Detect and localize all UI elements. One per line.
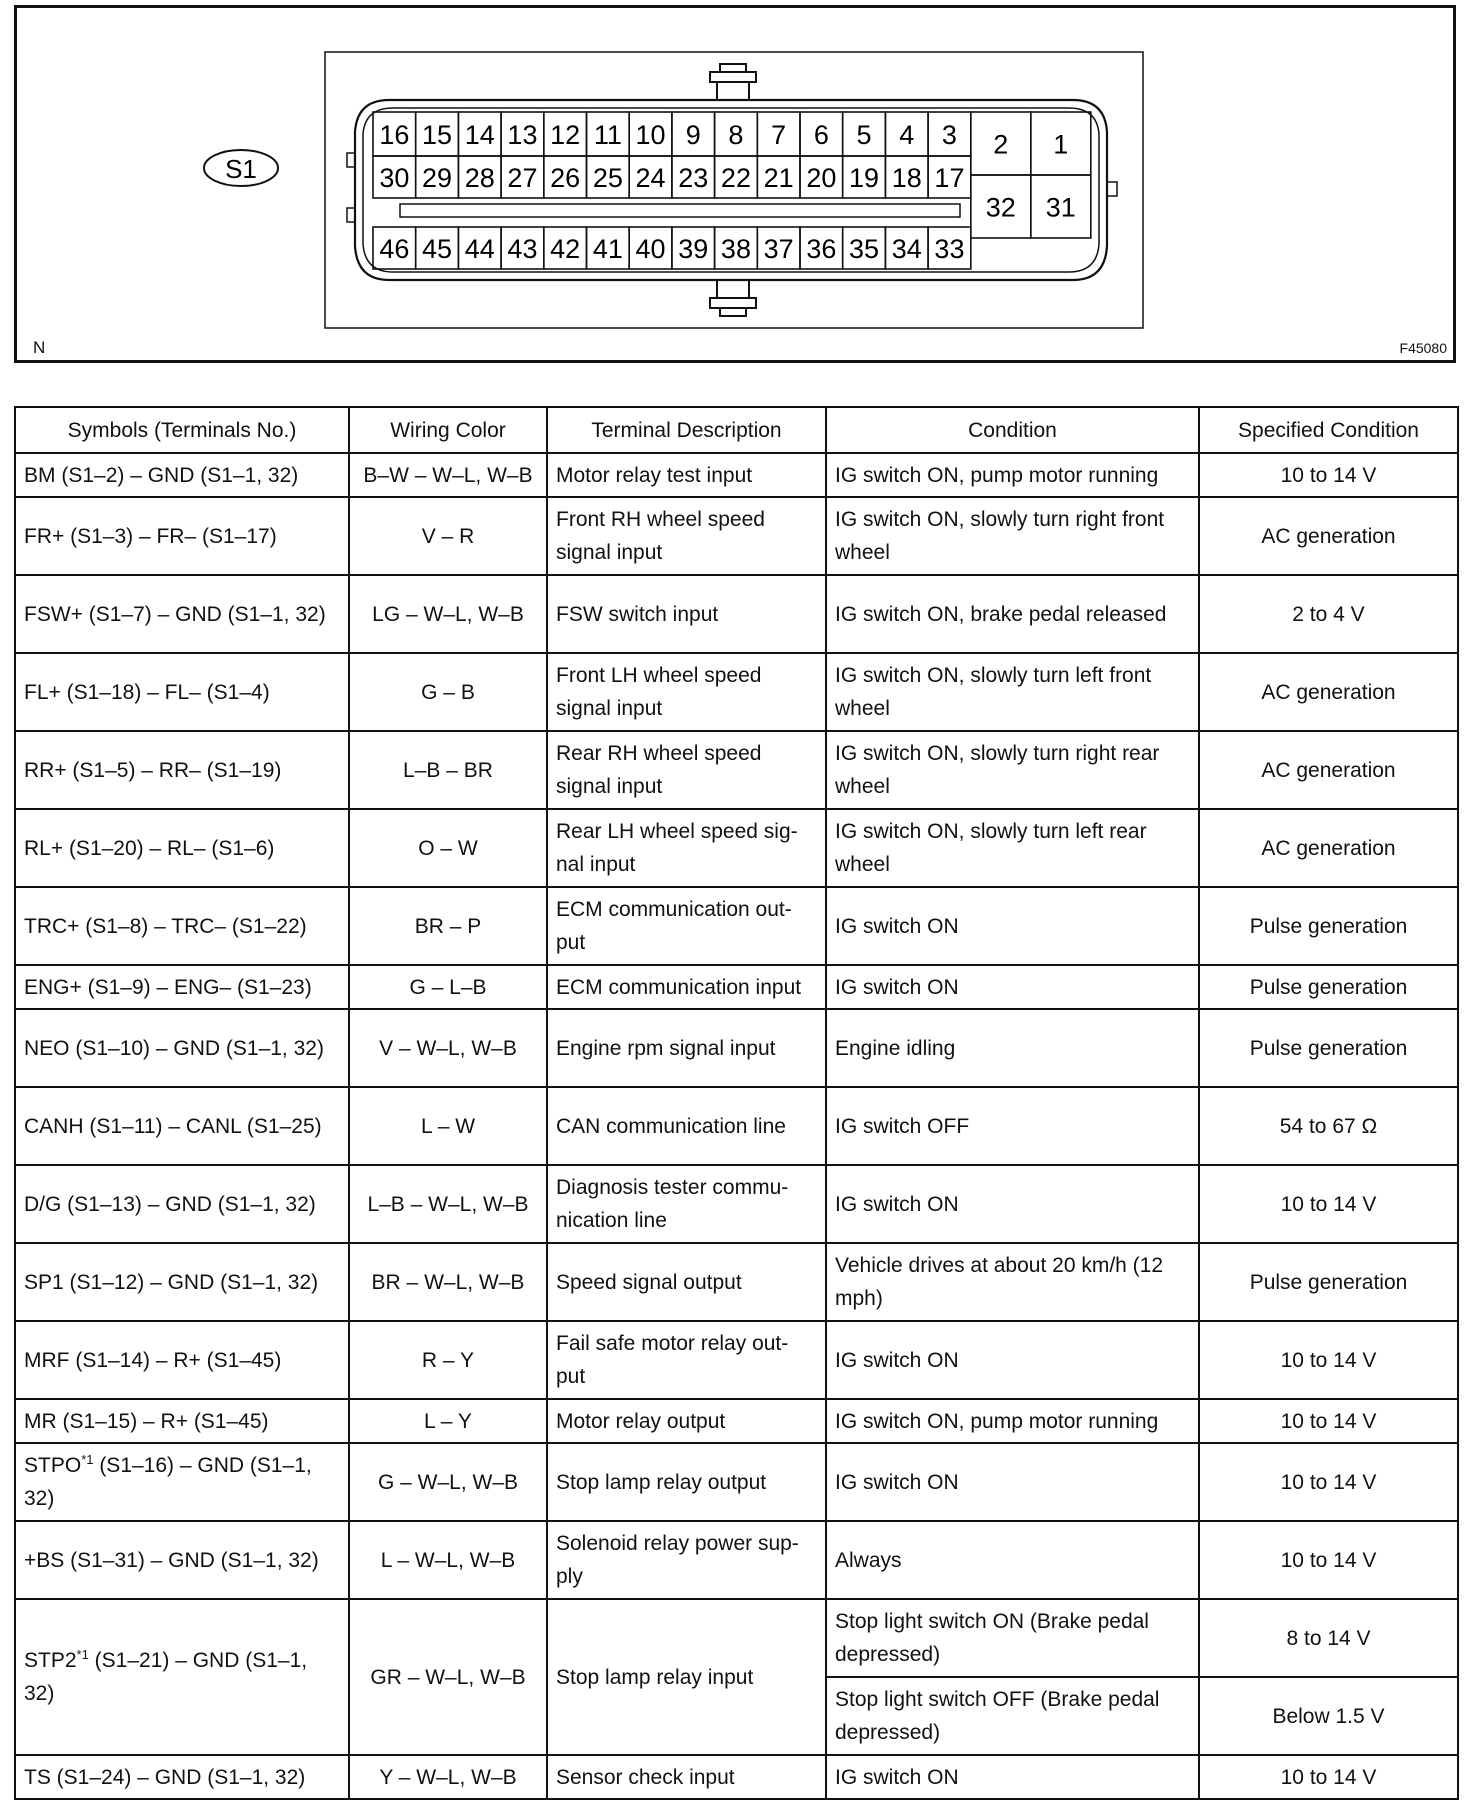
pin-number: 43	[507, 234, 538, 264]
description-cell: Fail safe motor relay out- put	[547, 1321, 826, 1399]
pin-number: 23	[678, 163, 709, 193]
description-cell: Diagnosis tester commu- nication line	[547, 1165, 826, 1243]
connector-drawing	[17, 8, 1453, 360]
wiring-color-cell: G – B	[349, 653, 547, 731]
bottom-latch	[710, 280, 756, 316]
pin-number: 36	[806, 234, 837, 264]
pin-number: 3	[941, 120, 957, 150]
pin-number: 28	[464, 163, 495, 193]
description-cell: Stop lamp relay input	[547, 1599, 826, 1755]
header-condition: Condition	[826, 407, 1199, 453]
wiring-color-cell: BR – W–L, W–B	[349, 1243, 547, 1321]
pin-number: 24	[635, 163, 666, 193]
right-tab	[1107, 182, 1117, 196]
specified-condition-cell: AC generation	[1199, 731, 1458, 809]
wiring-color-cell: GR – W–L, W–B	[349, 1599, 547, 1755]
pin-number: 46	[379, 234, 410, 264]
pin-number: 14	[464, 120, 495, 150]
symbol-cell: BM (S1–2) – GND (S1–1, 32)	[15, 453, 349, 497]
table-header-row	[15, 407, 1458, 453]
symbol-cell: NEO (S1–10) – GND (S1–1, 32)	[15, 1009, 349, 1087]
footnote-marker: *1	[81, 1452, 94, 1467]
header-terminal-description: Terminal Description	[547, 407, 826, 453]
table-row	[15, 575, 1458, 653]
description-cell: CAN communication line	[547, 1087, 826, 1165]
symbol-cell: RR+ (S1–5) – RR– (S1–19)	[15, 731, 349, 809]
header-symbols: Symbols (Terminals No.)	[15, 407, 349, 453]
wiring-color-cell: G – L–B	[349, 965, 547, 1009]
condition-cell: IG switch ON, pump motor running	[826, 453, 1199, 497]
wiring-color-cell: V – R	[349, 497, 547, 575]
condition-cell: IG switch ON	[826, 887, 1199, 965]
pin-number: 6	[813, 120, 829, 150]
description-cell: ECM communication input	[547, 965, 826, 1009]
pin-number: 11	[593, 120, 622, 150]
description-cell: Sensor check input	[547, 1755, 826, 1799]
specified-condition-cell: 2 to 4 V	[1199, 575, 1458, 653]
table-row	[15, 1321, 1458, 1399]
pin-number: 22	[720, 163, 751, 193]
pin-number: 37	[763, 234, 794, 264]
condition-cell: IG switch OFF	[826, 1087, 1199, 1165]
wiring-color-cell: G – W–L, W–B	[349, 1443, 547, 1521]
condition-cell: IG switch ON	[826, 965, 1199, 1009]
pin-number: 34	[891, 234, 922, 264]
pin-number: 35	[849, 234, 880, 264]
description-cell: Rear RH wheel speed signal input	[547, 731, 826, 809]
specified-condition-cell: AC generation	[1199, 497, 1458, 575]
symbol-terminals: (S1–16) – GND (S1–1, 32)	[24, 1454, 312, 1510]
description-cell: Speed signal output	[547, 1243, 826, 1321]
condition-cell: IG switch ON	[826, 1755, 1199, 1799]
pin-number: 21	[763, 163, 794, 193]
symbol-cell: ENG+ (S1–9) – ENG– (S1–23)	[15, 965, 349, 1009]
pin-number: 26	[550, 163, 581, 193]
pin-number: 42	[550, 234, 581, 264]
condition-cell: Stop light switch ON (Brake pedal depressed)	[826, 1599, 1199, 1677]
pin-number: 1	[1053, 129, 1069, 160]
table-row	[15, 887, 1458, 965]
specified-condition-cell: 10 to 14 V	[1199, 453, 1458, 497]
pin-number: 7	[771, 120, 787, 150]
specified-condition-cell: 10 to 14 V	[1199, 1165, 1458, 1243]
symbol-cell: FSW+ (S1–7) – GND (S1–1, 32)	[15, 575, 349, 653]
symbol-name: STPO	[24, 1454, 82, 1477]
description-cell: ECM communication out- put	[547, 887, 826, 965]
specified-condition-cell: 54 to 67 Ω	[1199, 1087, 1458, 1165]
description-cell: Solenoid relay power sup- ply	[547, 1521, 826, 1599]
wiring-color-cell: O – W	[349, 809, 547, 887]
condition-cell: Engine idling	[826, 1009, 1199, 1087]
description-cell: Engine rpm signal input	[547, 1009, 826, 1087]
wiring-color-cell: L – W	[349, 1087, 547, 1165]
pin-number: 25	[592, 163, 623, 193]
pin-number: 13	[507, 120, 538, 150]
pin-number: 2	[993, 129, 1009, 160]
specified-condition-cell: Pulse generation	[1199, 1243, 1458, 1321]
pin-number: 30	[379, 163, 410, 193]
symbol-cell	[15, 1443, 349, 1521]
footnote-marker: *1	[76, 1647, 89, 1662]
terminal-spec-table	[14, 406, 1459, 1800]
table-row	[15, 497, 1458, 575]
description-cell: Front RH wheel speed signal input	[547, 497, 826, 575]
pin-number: 9	[685, 120, 701, 150]
specified-condition-cell: Pulse generation	[1199, 887, 1458, 965]
condition-cell: IG switch ON, slowly turn right rear wheel	[826, 731, 1199, 809]
condition-cell: IG switch ON	[826, 1321, 1199, 1399]
pin-number: 38	[720, 234, 751, 264]
header-specified-condition: Specified Condition	[1199, 407, 1458, 453]
description-cell: Motor relay test input	[547, 453, 826, 497]
condition-cell: IG switch ON	[826, 1165, 1199, 1243]
description-cell: Front LH wheel speed signal input	[547, 653, 826, 731]
table-row	[15, 1165, 1458, 1243]
table-row	[15, 731, 1458, 809]
wiring-color-cell: L – W–L, W–B	[349, 1521, 547, 1599]
specified-condition-cell: 10 to 14 V	[1199, 1755, 1458, 1799]
pin-number: 5	[856, 120, 872, 150]
wiring-color-cell: L–B – BR	[349, 731, 547, 809]
connector-diagram	[14, 5, 1456, 363]
pin-number: 20	[806, 163, 837, 193]
table-row	[15, 1009, 1458, 1087]
pin-grid	[373, 112, 1091, 269]
symbol-cell: TRC+ (S1–8) – TRC– (S1–22)	[15, 887, 349, 965]
symbol-name: STP2	[24, 1649, 77, 1672]
specified-condition-cell: 10 to 14 V	[1199, 1521, 1458, 1599]
wiring-color-cell: Y – W–L, W–B	[349, 1755, 547, 1799]
pin-number: 4	[899, 120, 915, 150]
pin-number: 12	[550, 120, 581, 150]
symbol-terminals: (S1–21) – GND (S1–1, 32)	[24, 1649, 308, 1705]
description-cell: Motor relay output	[547, 1399, 826, 1443]
pin-number: 17	[934, 163, 965, 193]
left-tab-upper	[347, 153, 355, 167]
symbol-cell: RL+ (S1–20) – RL– (S1–6)	[15, 809, 349, 887]
condition-cell: Vehicle drives at about 20 km/h (12 mph)	[826, 1243, 1199, 1321]
pin-number: 41	[592, 234, 623, 264]
pin-number: 27	[507, 163, 538, 193]
top-latch	[710, 64, 756, 100]
specified-condition-cell: AC generation	[1199, 653, 1458, 731]
specified-condition-cell: 8 to 14 V	[1199, 1599, 1458, 1677]
wiring-color-cell: L–B – W–L, W–B	[349, 1165, 547, 1243]
header-wiring-color: Wiring Color	[349, 407, 547, 453]
specified-condition-cell: AC generation	[1199, 809, 1458, 887]
pin-number: 10	[635, 120, 666, 150]
condition-cell: IG switch ON	[826, 1443, 1199, 1521]
specified-condition-cell: 10 to 14 V	[1199, 1443, 1458, 1521]
description-cell: Rear LH wheel speed sig- nal input	[547, 809, 826, 887]
pin-number: 33	[934, 234, 965, 264]
symbol-cell: FR+ (S1–3) – FR– (S1–17)	[15, 497, 349, 575]
wiring-color-cell: V – W–L, W–B	[349, 1009, 547, 1087]
symbol-cell: CANH (S1–11) – CANL (S1–25)	[15, 1087, 349, 1165]
wiring-color-cell: BR – P	[349, 887, 547, 965]
condition-cell: Stop light switch OFF (Brake pedal depressed)	[826, 1677, 1199, 1755]
condition-cell: IG switch ON, slowly turn left rear wheel	[826, 809, 1199, 887]
pin-number: 31	[1045, 192, 1076, 223]
symbol-cell	[15, 1599, 349, 1755]
table-row	[15, 1755, 1458, 1799]
wiring-color-cell: L – Y	[349, 1399, 547, 1443]
specified-condition-cell: 10 to 14 V	[1199, 1321, 1458, 1399]
table-row	[15, 1599, 1458, 1677]
table-row	[15, 1399, 1458, 1443]
pin-number: 44	[464, 234, 495, 264]
pin-number: 15	[422, 120, 453, 150]
pin-number: 45	[422, 234, 453, 264]
symbol-cell: D/G (S1–13) – GND (S1–1, 32)	[15, 1165, 349, 1243]
specified-condition-cell: Below 1.5 V	[1199, 1677, 1458, 1755]
table-row	[15, 1087, 1458, 1165]
pin-number: 8	[728, 120, 744, 150]
symbol-cell: MRF (S1–14) – R+ (S1–45)	[15, 1321, 349, 1399]
specified-condition-cell: Pulse generation	[1199, 965, 1458, 1009]
condition-cell: IG switch ON, brake pedal released	[826, 575, 1199, 653]
table-row	[15, 1243, 1458, 1321]
condition-cell: IG switch ON, pump motor running	[826, 1399, 1199, 1443]
table-row	[15, 1521, 1458, 1599]
description-cell: Stop lamp relay output	[547, 1443, 826, 1521]
description-cell: FSW switch input	[547, 575, 826, 653]
pin-number: 18	[891, 163, 922, 193]
left-tab-lower	[347, 208, 355, 222]
symbol-cell: FL+ (S1–18) – FL– (S1–4)	[15, 653, 349, 731]
connector-label: S1	[225, 154, 257, 184]
table-row	[15, 1443, 1458, 1521]
key-slot	[400, 204, 960, 217]
specified-condition-cell: 10 to 14 V	[1199, 1399, 1458, 1443]
corner-label: N	[33, 338, 46, 357]
specified-condition-cell: Pulse generation	[1199, 1009, 1458, 1087]
pin-number: 32	[985, 192, 1016, 223]
wiring-color-cell: B–W – W–L, W–B	[349, 453, 547, 497]
condition-cell: Always	[826, 1521, 1199, 1599]
pin-number: 39	[678, 234, 709, 264]
pin-number: 40	[635, 234, 666, 264]
symbol-cell: +BS (S1–31) – GND (S1–1, 32)	[15, 1521, 349, 1599]
table-row	[15, 809, 1458, 887]
table-body	[15, 453, 1458, 1799]
symbol-cell: SP1 (S1–12) – GND (S1–1, 32)	[15, 1243, 349, 1321]
condition-cell: IG switch ON, slowly turn right front wheel	[826, 497, 1199, 575]
table-row	[15, 965, 1458, 1009]
table-row	[15, 453, 1458, 497]
table-row	[15, 653, 1458, 731]
symbol-cell: TS (S1–24) – GND (S1–1, 32)	[15, 1755, 349, 1799]
condition-cell: IG switch ON, slowly turn left front wheel	[826, 653, 1199, 731]
pin-number: 29	[422, 163, 453, 193]
pin-number: 16	[379, 120, 410, 150]
symbol-cell: MR (S1–15) – R+ (S1–45)	[15, 1399, 349, 1443]
pin-number: 19	[849, 163, 880, 193]
wiring-color-cell: LG – W–L, W–B	[349, 575, 547, 653]
wiring-color-cell: R – Y	[349, 1321, 547, 1399]
figure-code: F45080	[1399, 340, 1447, 356]
